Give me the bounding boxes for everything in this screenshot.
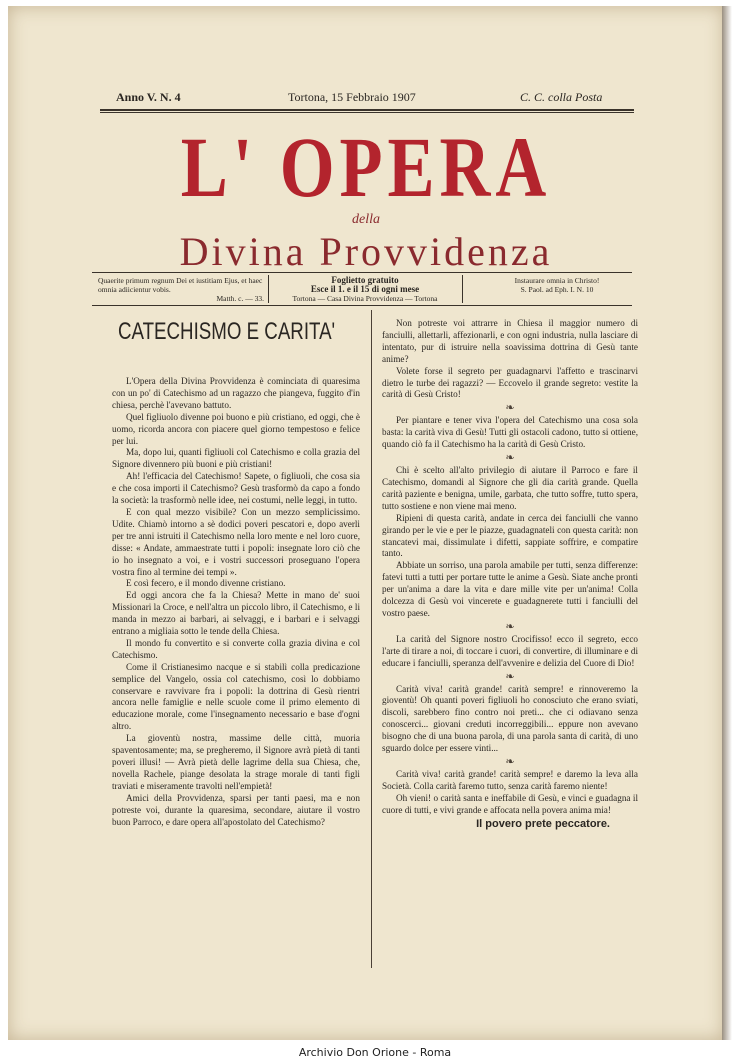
- info-center: [272, 276, 458, 303]
- article-title: CATECHISMO E CARITA': [118, 318, 336, 345]
- paragraph: Non potreste voi attrarre in Chiesa il maggior numero di fanciulli, allettarli, affezionarli, e con ogni industria, nulla lasciare di intentato, pur di istruire nella soavissima dottrina di Gesù tante anime?: [382, 318, 638, 364]
- paragraph: Oh vieni! o carità santa e ineffabile di Gesù, e vinci e guadagna il cuore di tutti, e vivi grande e affocata nella povera anima mia!: [382, 792, 638, 815]
- paragraph: Ripieni di questa carità, andate in cerca dei fanciulli che vanno girando per le vie e per le piazze, guadagnateli con questa carità: non stancatevi mai, dissimulate i difetti, sappiate soffrire, e compatire tanto.: [382, 512, 638, 559]
- left-quote: Quaerite primum regnum Dei et iustitiam Ejus, et haec omnia adiicientur vobis.: [98, 276, 263, 294]
- header-rule: [100, 109, 634, 111]
- ornament-icon: ❧: [505, 402, 515, 415]
- info-divider: [268, 275, 269, 303]
- center-line-2: Esce il 1. e il 15 di ogni mese: [310, 284, 420, 294]
- right-ref: S. Paol. ad Eph. I. N. 10: [520, 285, 594, 294]
- info-left: [98, 276, 264, 303]
- ornament-icon: ❧: [505, 756, 515, 768]
- issue-number: Anno V. N. 4: [116, 90, 181, 104]
- info-box: [92, 272, 632, 306]
- paragraph: Ah! l'efficacia del Catechismo! Sapete, o figliuoli, che cosa sia e che cosa importi il Catechismo? Gesù trasformò da capo a fondo la società: la trasformò nelle idee, nei costumi, nelle leggi, in tutto.: [112, 471, 360, 506]
- masthead-subtitle: Divina Provvidenza: [179, 229, 553, 274]
- right-quote: Instaurare omnia in Christo!: [514, 276, 600, 285]
- right-column: [382, 318, 638, 831]
- signature: Il povero prete peccatore.: [476, 817, 610, 830]
- header-line: [108, 90, 628, 108]
- left-ref: Matth. c. — 33.: [216, 294, 264, 303]
- paragraph: Carità viva! carità grande! carità sempre! e rinnoveremo la gioventù! Oh quanti poveri figliuoli ho conosciuto che erano sviati, discoli, sarebbero fino contro noi preti... che ci odiavano senza conoscerci... giovani creduti incorreggibili... eppure non avevano bisogno che di una buona parola, di una parola santa di carità, di uno sguardo dolce per essere vinti...: [382, 683, 638, 754]
- masthead-title: L' OPERA: [180, 119, 552, 215]
- ornament-icon: ❧: [505, 620, 515, 633]
- ornament-icon: ❧: [505, 670, 515, 683]
- paragraph: La carità del Signore nostro Crocifisso! ecco il segreto, ecco l'arte di tirare a noi, di toccare i cuori, di convertire, di illuminare e di educare i fanciulli, speranza dell'avvenire e delizia del Cuore di Dio!: [382, 633, 638, 668]
- paragraph: La gioventù nostra, massime delle città, muoria spaventosamente; ma, se pregheremo, il Signore avrà pietà di tanti poveri illusi! — Avrà pietà delle lagrime della sua Chiesa, che, novella Rachele, piange desolata la strage morale di tanti figli traviati e miseramente travolti nell'empietà!: [112, 733, 360, 791]
- paragraph: Ed oggi ancora che fa la Chiesa? Mette in mano de' suoi Missionari la Croce, e nell'altra un piccolo libro, il Catechismo, e li manda in mezzo ai barbari, ai selvaggi, e i barbari e i selvaggi entrano a migliaia sotto le tende della Chiesa.: [112, 590, 360, 637]
- ornament-icon: ❧: [505, 452, 515, 465]
- paragraph: Chi è scelto all'alto privilegio di aiutare il Parroco e fare il Catechismo, domandi al Signore che gli dia carità grande. Quella carità paziente e benigna, umile, garbata, che tutto soffre, tutto spera, tutto sostiene e non viene mai meno.: [382, 465, 638, 511]
- paragraph: L'Opera della Divina Provvidenza è cominciata di quaresima con un po' di Catechismo ad un ragazzo che piangeva, fuggito d'in chiesa, perchè l'avevano battuto.: [112, 376, 360, 410]
- left-column: [112, 318, 360, 828]
- info-right: [484, 276, 630, 294]
- masthead-della: della: [352, 212, 380, 227]
- header-rule-thin: [100, 112, 634, 113]
- paragraph: Amici della Provvidenza, sparsi per tanti paesi, ma e non potreste voi, durante la quaresima, secondare, aiutare il vostro buon Parroco, e dare opera all'apostolato del Catechismo?: [112, 792, 360, 827]
- paragraph: Ma, dopo lui, quanti figliuoli col Catechismo e colla grazia del Signore divennero più buoni e più cristiani!: [112, 447, 360, 470]
- paragraph: Per piantare e tener viva l'opera del Catechismo una cosa sola basta: la carità viva di Gesù! Tutti gli ostacoli cadono, tutto si ottiene, quando ciò fa il Catechismo ha la carità di Gesù Cristo.: [382, 415, 638, 450]
- paragraph: Volete forse il segreto per guadagnarvi l'affetto e trascinarvi dietro le turbe dei ragazzi? — Eccovelo il grande segreto: vestite la carità di Gesù Cristo!: [382, 365, 638, 400]
- paragraph: Quel figliuolo divenne poi buono e più cristiano, ed oggi, che è uomo, ricorda ancora con piacere quel giorno tempestoso e felice per lui.: [112, 411, 360, 446]
- paragraph: Come il Cristianesimo nacque e si stabilì colla predicazione semplice del Vangelo, ossia col catechismo, così lo dobbiamo conservare e ravvivare fra i popoli: la dottrina di Gesù rientri ancora nelle famiglie e nelle scuole come il primo elemento di educazione morale, come l'insegnamento necessario e base d'ogni altro.: [112, 661, 360, 732]
- paragraph: Abbiate un sorriso, una parola amabile per tutti, senza differenze: fatevi tutti a tutti per portare tutte le anime a Gesù. Siate anche pronti per un'anima a dare la vita e dare mille vite per un'anima! Colla dolcezza di Gesù voi vincerete e guadagnerete tutti i fanciulli del vostro paese.: [382, 560, 638, 618]
- paragraph: E con qual mezzo visibile? Con un mezzo semplicissimo. Udite. Chiamò intorno a sè dodici poveri pescatori e, dopo averli per tre anni istruiti il Catechismo nella loro mente e nel loro cuore, disse: « Andate, ammaestrate tutti i popoli: insegnate loro ciò che io ho insegnato a voi, e i vostri successori proseguano l'opera vostra fino al termine dei tempi ».: [112, 506, 360, 577]
- page-edge-shadow: [722, 6, 732, 1040]
- paragraph: Carità viva! carità grande! carità sempre! e daremo la leva alla Società. Colla carità faremo tutto, senza carità faremo niente!: [382, 769, 638, 791]
- column-rule: [371, 310, 372, 968]
- info-divider: [462, 275, 463, 303]
- newspaper-page: [8, 6, 724, 1040]
- date-place: Tortona, 15 Febbraio 1907: [288, 90, 416, 104]
- center-line-1: Foglietto gratuito: [331, 275, 399, 285]
- paragraph: Il mondo fu convertito e si converte colla grazia divina e col Catechismo.: [112, 637, 360, 660]
- paragraph: E così fecero, e il mondo divenne cristiano.: [126, 578, 286, 589]
- center-line-3: Tortona — Casa Divina Provvidenza — Tortona: [292, 294, 438, 303]
- postage-note: C. C. colla Posta: [520, 90, 603, 104]
- archive-credit: Archivio Don Orione - Roma: [298, 1046, 452, 1059]
